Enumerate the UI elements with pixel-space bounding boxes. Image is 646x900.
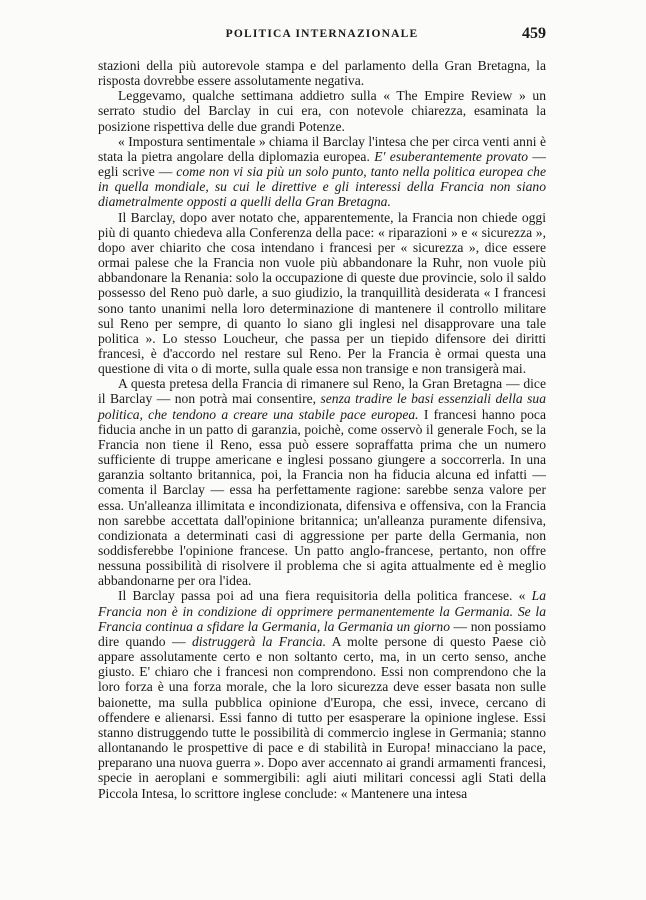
paragraph — [98, 88, 546, 133]
text-run: « Impostura sentimentale » chiama il Barclay l'intesa che per circa venti anni è stata la pietra angolare della diplomazia europea. — [98, 133, 546, 164]
italic-text-run: E' esuberantemente provato — [374, 148, 529, 164]
italic-text-run: senza tradire le basi essenziali della sua politica, che tendono a creare una stabile pace europea. — [98, 391, 546, 422]
text-run: A molte persone di questo Paese ciò appare assolutamente certo e non soltanto certo, ma, in un certo senso, anche giusto. E' chiaro che i francesi non comprendono. Essi non comprendono che la loro forza è una forza morale, che la loro sicurezza deve esser basata non sulle baionette, ma sulla pubblica opinione d'Europa, che essi, invece, cercano di offendere e alienarsi. Essi fanno di tutto per esasperare la opinione inglese. Essi stanno distruggendo tutte le possibilità di commercio inglese in Germania; stanno allontanando le prospettive di pace e di stabilità in Europa! minacciano la pace, preparano una nuova guerra ». Dopo aver accennato ai grandi armamenti francesi, specie in aeroplani e sommergibili: agli aiuti militari concessi agli Stati della Piccola Intesa, lo scrittore inglese conclude: « Mantenere una intesa — [98, 633, 546, 801]
body-text — [98, 58, 546, 801]
text-run: Il Barclay, dopo aver notato che, apparentemente, la Francia non chiede oggi più di quanto chiedeva alla Conferenza della pace: « riparazioni » e « sicurezza », dopo aver chiarito che cosa intendano i francesi per « sicurezza », dice essere ormai palese che la Francia non vuole più abbandonare la Ruhr, non vuole più abbandonare la Renania: solo la occupazione di queste due provincie, solo il saldo possesso del Reno può darle, a suo giudizio, la tranquillità desiderata « I francesi sono tanto unanimi nella loro determinazione di mantenere il controllo militare sul Reno per sempre, di quanto lo siano gli inglesi nel disapprovare una tale politica ». Lo stesso Loucheur, che passa per un tiepido difensore dei diritti francesi, è d'accordo nel restare sul Reno. Per la Francia è ormai questa una questione di vita o di morte, sulla quale essa non transige e non transigerà mai. — [98, 209, 546, 377]
paragraph — [98, 376, 546, 588]
text-run: A questa pretesa della Francia di rimanere sul Reno, la Gran Bretagna — dice il Barclay — non potrà mai consentire, — [98, 376, 546, 407]
paragraph — [98, 134, 546, 210]
text-run: — egli scrive — — [98, 148, 546, 180]
italic-text-run: La Francia non è in condizione di opprimere permanentemente la Germania. Se la Francia continua a sfidare la Germania, la Germania un giorno — [98, 588, 546, 634]
paragraph — [98, 210, 546, 377]
page-header — [98, 25, 546, 48]
running-title: POLITICA INTERNAZIONALE — [225, 28, 419, 40]
text-run: I francesi hanno poca fiducia anche in un patto di garanzia, poichè, come osservò il generale Foch, se la Francia non tiene il Reno, essa può essere sopraffatta prima che un numero sufficiente di truppe americane e inglesi possano giungere a soccorrerla. In una garanzia soltanto britannica, poi, la Francia non ha fiducia alcuna ed infatti — comenta il Barclay — essa ha perfettamente ragione: sarebbe senza valore per essa. Un'alleanza illimitata e incondizionata, difensiva e offensiva, con la Francia non sarebbe accettata dall'opinione britannica; un'alleanza puramente difensiva, condizionata a determinati casi di aggressione per parte della Germania, non soddisferebbe l'opinione francese. Un patto anglo-francese, pertanto, non offre nessuna possibilità di risolvere il problema che si agita attualmente ed è meglio abbandonarne per ora l'idea. — [98, 406, 546, 589]
text-run: Leggevamo, qualche settimana addietro sulla « The Empire Review » un serrato studio del Barclay in cui era, con notevole chiarezza, esaminata la posizione rispettiva delle due grandi Potenze. — [98, 88, 546, 134]
paragraph — [98, 58, 546, 88]
paragraph — [98, 588, 546, 800]
italic-text-run: distruggerà la Francia. — [191, 633, 326, 649]
text-run: — non possiamo dire quando — — [98, 618, 546, 649]
italic-text-run: come non vi sia più un solo punto, tanto nella politica europea che in quella mondiale, su cui le direttive e gli interessi della Francia non siano diametralmente opposti a quelli della Gran Bretagna. — [98, 164, 546, 210]
text-run: stazioni della più autorevole stampa e del parlamento della Gran Bretagna, la risposta dovrebbe essere assolutamente negativa. — [98, 58, 546, 89]
page-number: 459 — [522, 25, 546, 42]
text-run: Il Barclay passa poi ad una fiera requisitoria della politica francese. « — [118, 588, 532, 604]
